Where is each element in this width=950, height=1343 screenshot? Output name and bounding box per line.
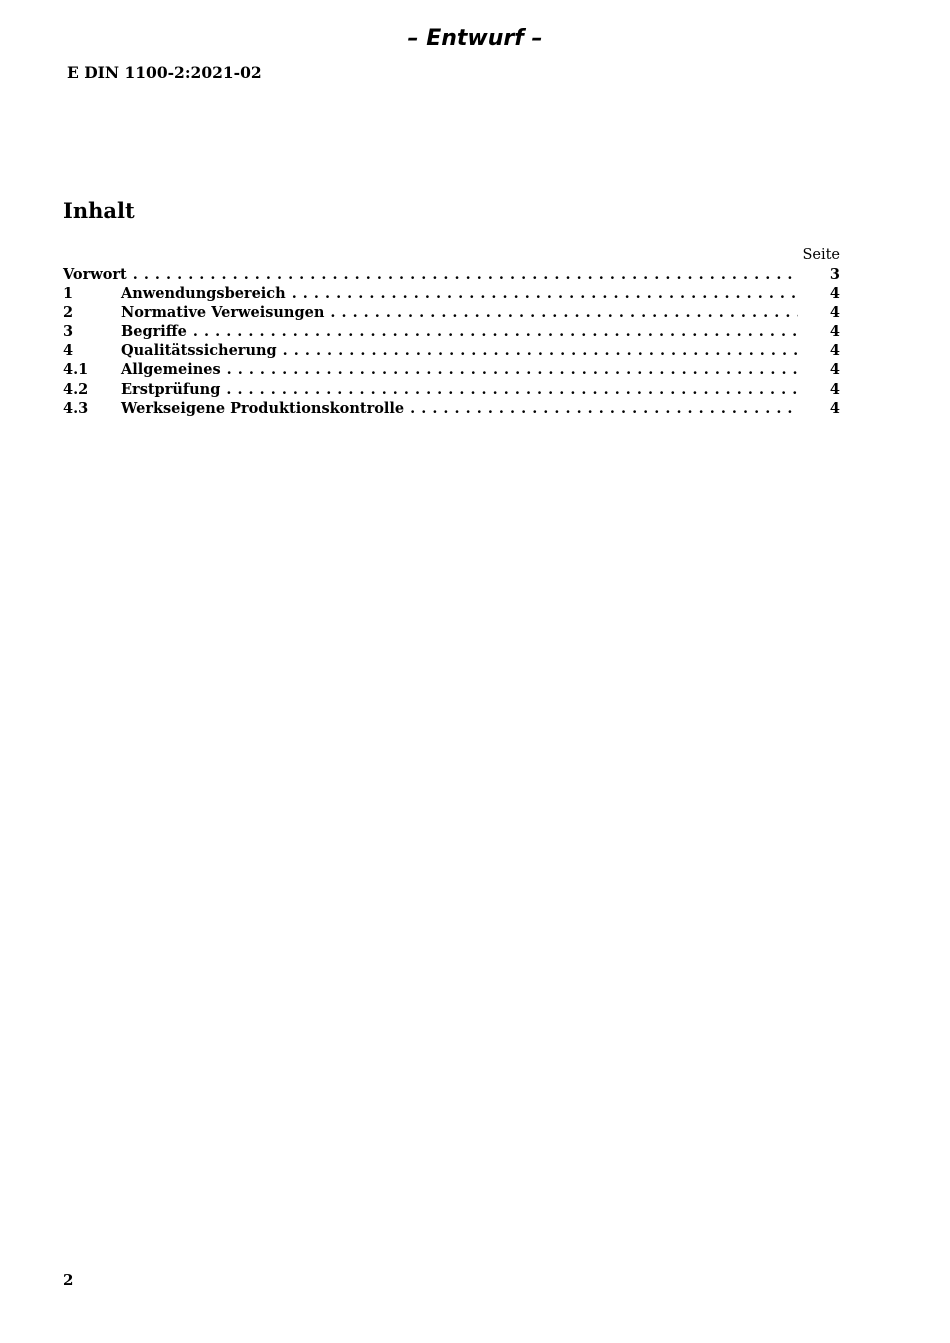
document-id: E DIN 1100-2:2021-02 [67,63,262,82]
toc-entry-vorwort[interactable] [63,265,840,284]
toc-entry-page: 4 [829,380,840,398]
toc-entry-number: 2 [63,304,74,322]
toc-entry-number: 4.1 [63,361,89,379]
toc-leader-dots [133,265,798,284]
toc-leader-dots [330,303,798,322]
toc-entry-number: 3 [63,323,74,341]
toc-entry-title: Werkseigene Produktionskontrolle [121,399,405,417]
toc-entry-title: Vorwort [63,266,127,283]
toc-entry-page: 4 [829,361,840,379]
toc-entry-number: 1 [63,285,74,303]
toc-entry-1[interactable] [63,284,840,303]
toc-entry-title: Qualitätssicherung [121,342,277,360]
toc-leader-dots [292,284,798,303]
toc-entry-page: 4 [829,285,840,303]
toc-entry-3[interactable] [63,322,840,341]
toc-entry-page: 3 [829,266,840,283]
toc-entry-title: Begriffe [121,323,187,341]
toc-entry-title: Allgemeines [121,361,221,379]
toc-leader-dots [410,399,798,418]
toc-leader-dots [193,322,798,341]
toc-entry-page: 4 [829,323,840,341]
toc-entry-page: 4 [829,342,840,360]
toc-entry-number: 4 [63,342,74,360]
toc-entry-title: Normative Verweisungen [121,304,325,322]
toc-leader-dots [227,360,798,379]
toc-entry-number: 4.3 [63,399,89,417]
draft-banner: – Entwurf – [407,26,543,51]
toc-entry-number: 4.2 [63,380,89,398]
toc-entry-4-3[interactable] [63,399,840,418]
toc-page-column-label: Seite [802,247,840,263]
table-of-contents [63,265,840,418]
toc-heading: Inhalt [63,198,135,223]
toc-entry-4[interactable] [63,341,840,360]
toc-entry-title: Erstprüfung [121,380,221,398]
page-number: 2 [63,1271,74,1289]
toc-entry-4-2[interactable] [63,380,840,399]
toc-entry-title: Anwendungsbereich [121,285,286,303]
toc-entry-2[interactable] [63,303,840,322]
toc-leader-dots [283,341,798,360]
toc-entry-page: 4 [829,304,840,322]
toc-entry-4-1[interactable] [63,360,840,379]
toc-entry-page: 4 [829,399,840,417]
toc-leader-dots [226,380,798,399]
